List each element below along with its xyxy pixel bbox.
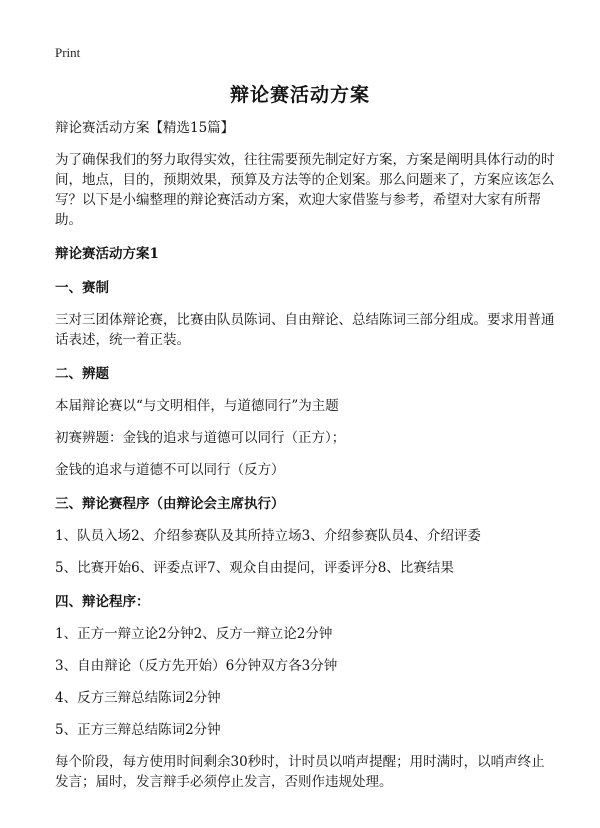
print-link[interactable]: Print (55, 45, 81, 60)
heading-debate: 四、辩论程序： (55, 594, 150, 610)
debate-line: 3、自由辩论（反方先开始）6分钟双方各3分钟 (55, 658, 338, 674)
debate-line: 5、正方三辩总结陈词2分钟 (55, 722, 221, 738)
debate-line: 1、正方一辩立论2分钟2、反方一辩立论2分钟 (55, 626, 333, 642)
intro-paragraph: 为了确保我们的努力取得实效，往往需要预先制定好方案，方案是阐明具体行动的时间，地点，目的，预期效果，预算及方法等的企划案。那么问题来了，方案应该怎么写？以下是小编整理的辩论赛活动方案，欢迎大家借鉴与参考，希望对大家有所帮助。 (55, 152, 555, 228)
document-body (55, 118, 555, 804)
format-paragraph: 三对三团体辩论赛，比赛由队员陈词、自由辩论、总结陈词三部分组成。要求用普通话表述，统一着正装。 (55, 312, 555, 348)
section-heading: 辩论赛活动方案1 (55, 246, 159, 262)
topic-line: 本届辩论赛以“与文明相伴，与道德同行”为主题 (55, 398, 339, 414)
topic-line: 金钱的追求与道德不可以同行（反方） (55, 462, 285, 478)
heading-procedure: 三、辩论赛程序（由辩论会主席执行） (55, 496, 285, 512)
heading-format: 一、赛制 (55, 280, 109, 296)
page-title: 辩论赛活动方案 (229, 84, 370, 106)
closing-paragraph: 每个阶段，每方使用时间剩余30秒时，计时员以哨声提醒；用时满时，以哨声终止发言；届时，发言辩手必须停止发言，否则作违规处理。 (55, 754, 545, 790)
topic-line: 初赛辨题：金钱的追求与道德可以同行（正方）； (55, 430, 346, 446)
procedure-line: 5、比赛开始6、评委点评7、观众自由提问，评委评分8、比赛结果 (55, 560, 454, 576)
document-subtitle: 辩论赛活动方案【精选15篇】 (55, 120, 235, 136)
procedure-line: 1、队员入场2、介绍参赛队及其所持立场3、介绍参赛队员4、介绍评委 (55, 528, 481, 544)
heading-topic: 二、辨题 (55, 366, 109, 382)
debate-line: 4、反方三辩总结陈词2分钟 (55, 690, 221, 706)
